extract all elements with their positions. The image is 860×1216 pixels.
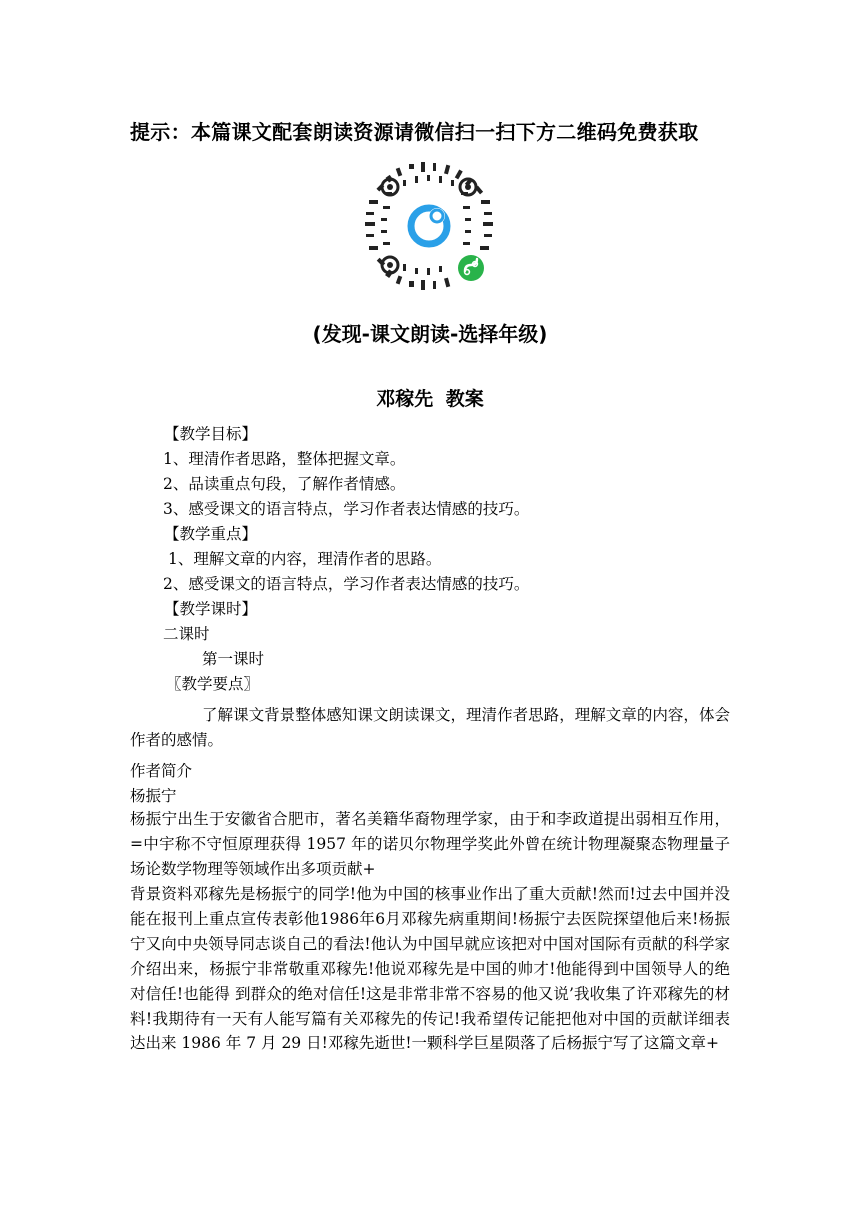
wechat-mini-program-qr-icon[interactable] xyxy=(363,160,495,292)
hours-text: 二课时 xyxy=(163,625,210,643)
essentials-heading: 〖教学要点〗 xyxy=(166,675,260,693)
hours-heading: 【教学课时】 xyxy=(164,600,258,618)
resource-notice: 提示：本篇课文配套朗读资源请微信扫一扫下方二维码免费获取 xyxy=(130,120,699,144)
essentials-paragraph: 了解课文背景整体感知课文朗读课文，理清作者思路，理解文章的内容，体会作者的感情。 xyxy=(130,706,730,749)
first-lesson-heading: 第一课时 xyxy=(202,650,265,668)
goal-item: 3、感受课文的语言特点，学习作者表达情感的技巧。 xyxy=(163,500,530,518)
goal-item: 1、理清作者思路，整体把握文章。 xyxy=(163,450,406,468)
key-points-heading: 【教学重点】 xyxy=(164,525,258,543)
author-bio-paragraph: 杨振宁出生于安徽省合肥市，著名美籍华裔物理学家，由于和李政道提出弱相互作用，=中宇称不守恒原理获得 1957 年的诺贝尔物理学奖此外曾在统计物理凝聚态物理量子场论数学物理等领域作出多项贡献+ xyxy=(130,810,730,878)
goals-heading: 【教学目标】 xyxy=(164,425,258,443)
background-paragraph: 背景资料邓稼先是杨振宁的同学!他为中国的核事业作出了重大贡献!然而!过去中国并没能在报刊上重点宣传表彰他1986年6月邓稼先病重期间!杨振宁去医院探望他后来!杨振宁又向中央领导同志谈自己的看法!他认为中国早就应该把对中国对国际有贡献的科学家介绍出来，杨振宁非常敬重邓稼先!他说邓稼先是中国的帅才!他能得到中国领导人的绝对信任!也能得 到群众的绝对信任!这是非常非常不容易的他又说’我收集了许邓稼先的材料!我期待有一天有人能写篇有关邓稼先的传记!我希望传记能把他对中国的贡献详细表达出来 1986 年 7 月 29 日!邓稼先逝世!一颗科学巨星陨落了后杨振宁写了这篇文章+ xyxy=(130,885,730,1053)
document-title: 邓稼先 教案 xyxy=(376,388,484,410)
author-intro-heading: 作者简介 xyxy=(130,762,193,780)
qr-caption: (发现-课文朗读-选择年级) xyxy=(312,322,548,346)
key-point-item: 2、感受课文的语言特点，学习作者表达情感的技巧。 xyxy=(163,575,530,593)
key-point-item: 1、理解文章的内容，理清作者的思路。 xyxy=(168,550,442,568)
author-name: 杨振宁 xyxy=(130,787,177,805)
goal-item: 2、品读重点句段，了解作者情感。 xyxy=(163,475,406,493)
